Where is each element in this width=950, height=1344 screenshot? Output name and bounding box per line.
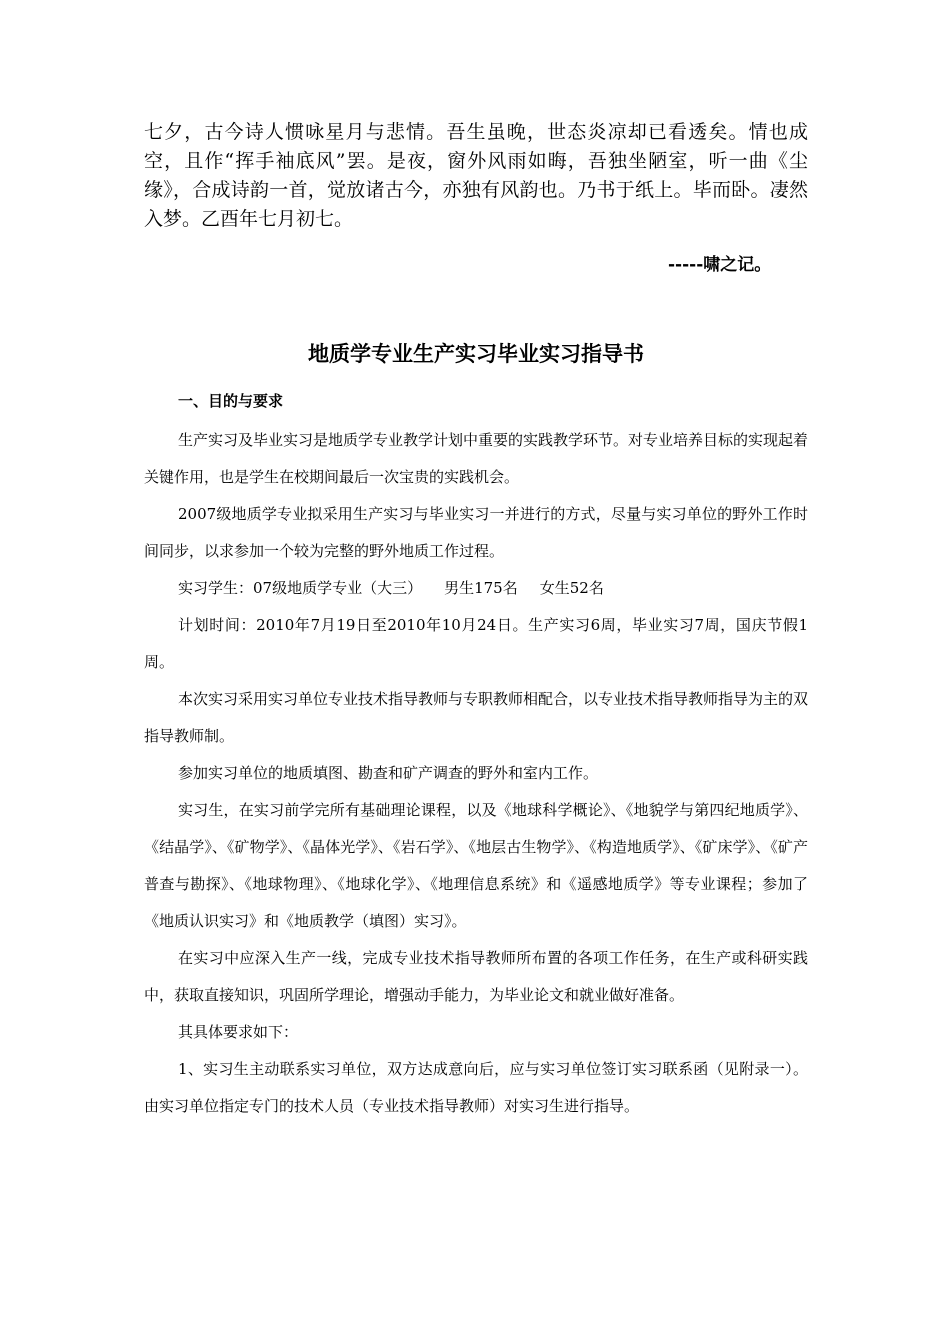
students-male: 男生175名: [444, 579, 518, 597]
body-paragraph: 本次实习采用实习单位专业技术指导教师与专职教师相配合，以专业技术指导教师指导为主的双指导教师制。: [144, 690, 809, 745]
body-paragraph: 1、实习生主动联系实习单位，双方达成意向后，应与实习单位签订实习联系函（见附录一）。由实习单位指定专门的技术人员（专业技术指导教师）对实习生进行指导。: [144, 1060, 808, 1115]
students-line: [144, 570, 808, 607]
body-paragraph: 在实习中应深入生产一线，完成专业技术指导教师所布置的各项工作任务，在生产或科研实践中，获取直接知识，巩固所学理论，增强动手能力，为毕业论文和就业做好准备。: [144, 949, 808, 1004]
students-female: 女生52名: [539, 579, 604, 597]
students-label: 实习学生：07级地质学专业（大三）: [178, 579, 423, 597]
section-heading: 一、目的与要求: [178, 392, 284, 410]
body-paragraph: 其具体要求如下：: [178, 1023, 299, 1041]
body-paragraph: 参加实习单位的地质填图、勘查和矿产调查的野外和室内工作。: [178, 764, 599, 782]
intro-signature: -----啸之记。: [668, 255, 772, 275]
intro-paragraph: 七夕，古今诗人惯咏星月与悲情。吾生虽晚，世态炎凉却已看透矣。情也成空，且作“挥手袖底风”罢。是夜，窗外风雨如晦，吾独坐陋室，听一曲《尘缘》，合成诗韵一首，觉放诸古今，亦独有风韵也。乃书于纸上。毕而卧。凄然入梦。乙酉年七月初七。: [144, 121, 808, 230]
intro-section: [144, 118, 808, 234]
body-paragraph: 2007级地质学专业拟采用生产实习与毕业实习一并进行的方式，尽量与实习单位的野外工作时间同步，以求参加一个较为完整的野外地质工作过程。: [144, 505, 808, 560]
body-paragraph: 生产实习及毕业实习是地质学专业教学计划中重要的实践教学环节。对专业培养目标的实现起着关键作用，也是学生在校期间最后一次宝贵的实践机会。: [144, 431, 809, 486]
body-paragraph: 计划时间：2010年7月19日至2010年10月24日。生产实习6周，毕业实习7周，国庆节假1周。: [144, 616, 808, 671]
document-body: [144, 422, 808, 1125]
body-paragraph: 实习生，在实习前学完所有基础理论课程，以及《地球科学概论》、《地貌学与第四纪地质学》、《结晶学》、《矿物学》、《晶体光学》、《岩石学》、《地层古生物学》、《构造地质学》、《矿床学》、《矿产普查与勘探》、《地球物理》、《地球化学》、《地理信息系统》和《遥感地质学》等专业课程；参加了《地质认识实习》和《地质教学（填图）实习》。: [144, 801, 808, 930]
document-title: 地质学专业生产实习毕业实习指导书: [308, 342, 644, 366]
